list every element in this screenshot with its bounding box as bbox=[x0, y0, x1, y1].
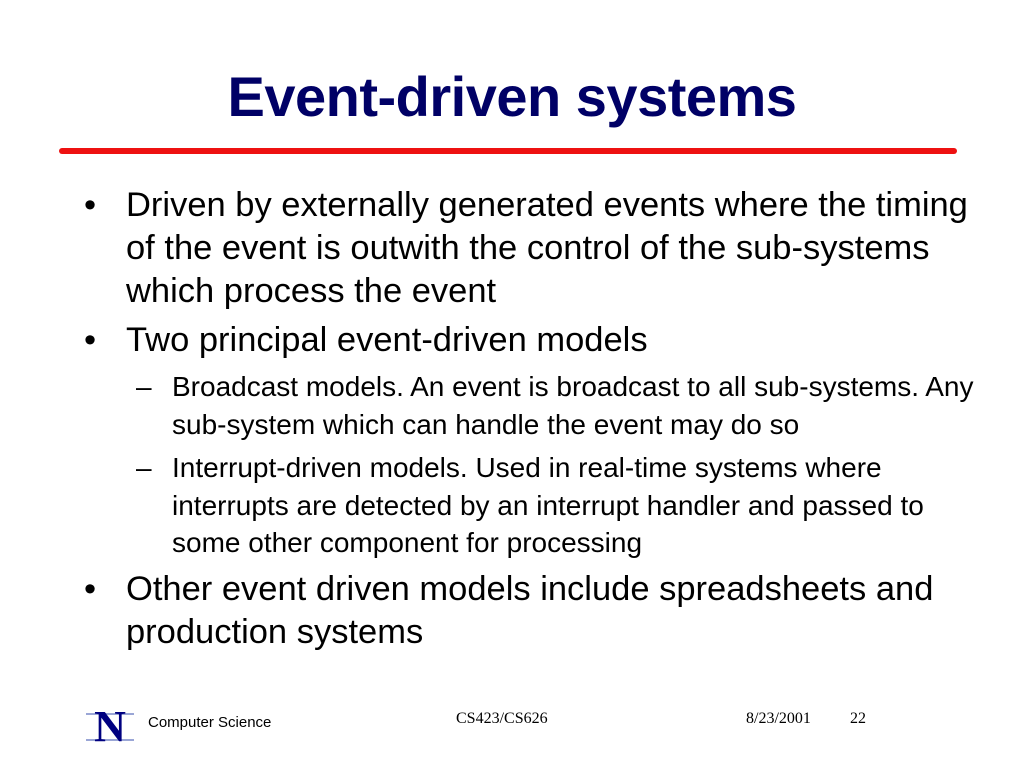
footer-date: 8/23/2001 bbox=[746, 710, 811, 727]
bullet-item bbox=[84, 184, 984, 313]
bullet-text: Two principal event-driven models bbox=[126, 321, 648, 359]
footer-course: CS423/CS626 bbox=[456, 710, 548, 727]
university-logo bbox=[86, 702, 134, 751]
sub-bullet-item bbox=[84, 368, 984, 443]
bullet-marker: • bbox=[84, 321, 97, 359]
slide-title: Event-driven systems bbox=[227, 65, 797, 128]
sub-bullet-marker: – bbox=[136, 371, 152, 402]
bullet-text: Driven by externally generated events where the timing of the event is outwith the control of the sub-systems which process the event bbox=[126, 186, 968, 310]
bullet-item bbox=[84, 568, 984, 654]
sub-bullet-item bbox=[84, 449, 984, 562]
bullet-item bbox=[84, 319, 984, 362]
footer-department: Computer Science bbox=[148, 714, 272, 731]
bullet-list bbox=[84, 184, 984, 660]
bullet-marker: • bbox=[84, 569, 97, 608]
bullet-marker: • bbox=[84, 186, 97, 224]
sub-bullet-text: Interrupt-driven models. Used in real-time systems where interrupts are detected by an interrupt handler and passed to some other component for processing bbox=[172, 452, 924, 558]
sub-bullet-marker: – bbox=[136, 452, 152, 483]
footer-page-number: 22 bbox=[850, 710, 866, 727]
title-divider bbox=[59, 148, 957, 154]
logo-letter: N bbox=[94, 702, 126, 751]
bullet-text: Other event driven models include spreadsheets and production systems bbox=[126, 569, 934, 651]
sub-bullet-text: Broadcast models. An event is broadcast to all sub-systems. Any sub-system which can handle the event may do so bbox=[172, 371, 974, 440]
